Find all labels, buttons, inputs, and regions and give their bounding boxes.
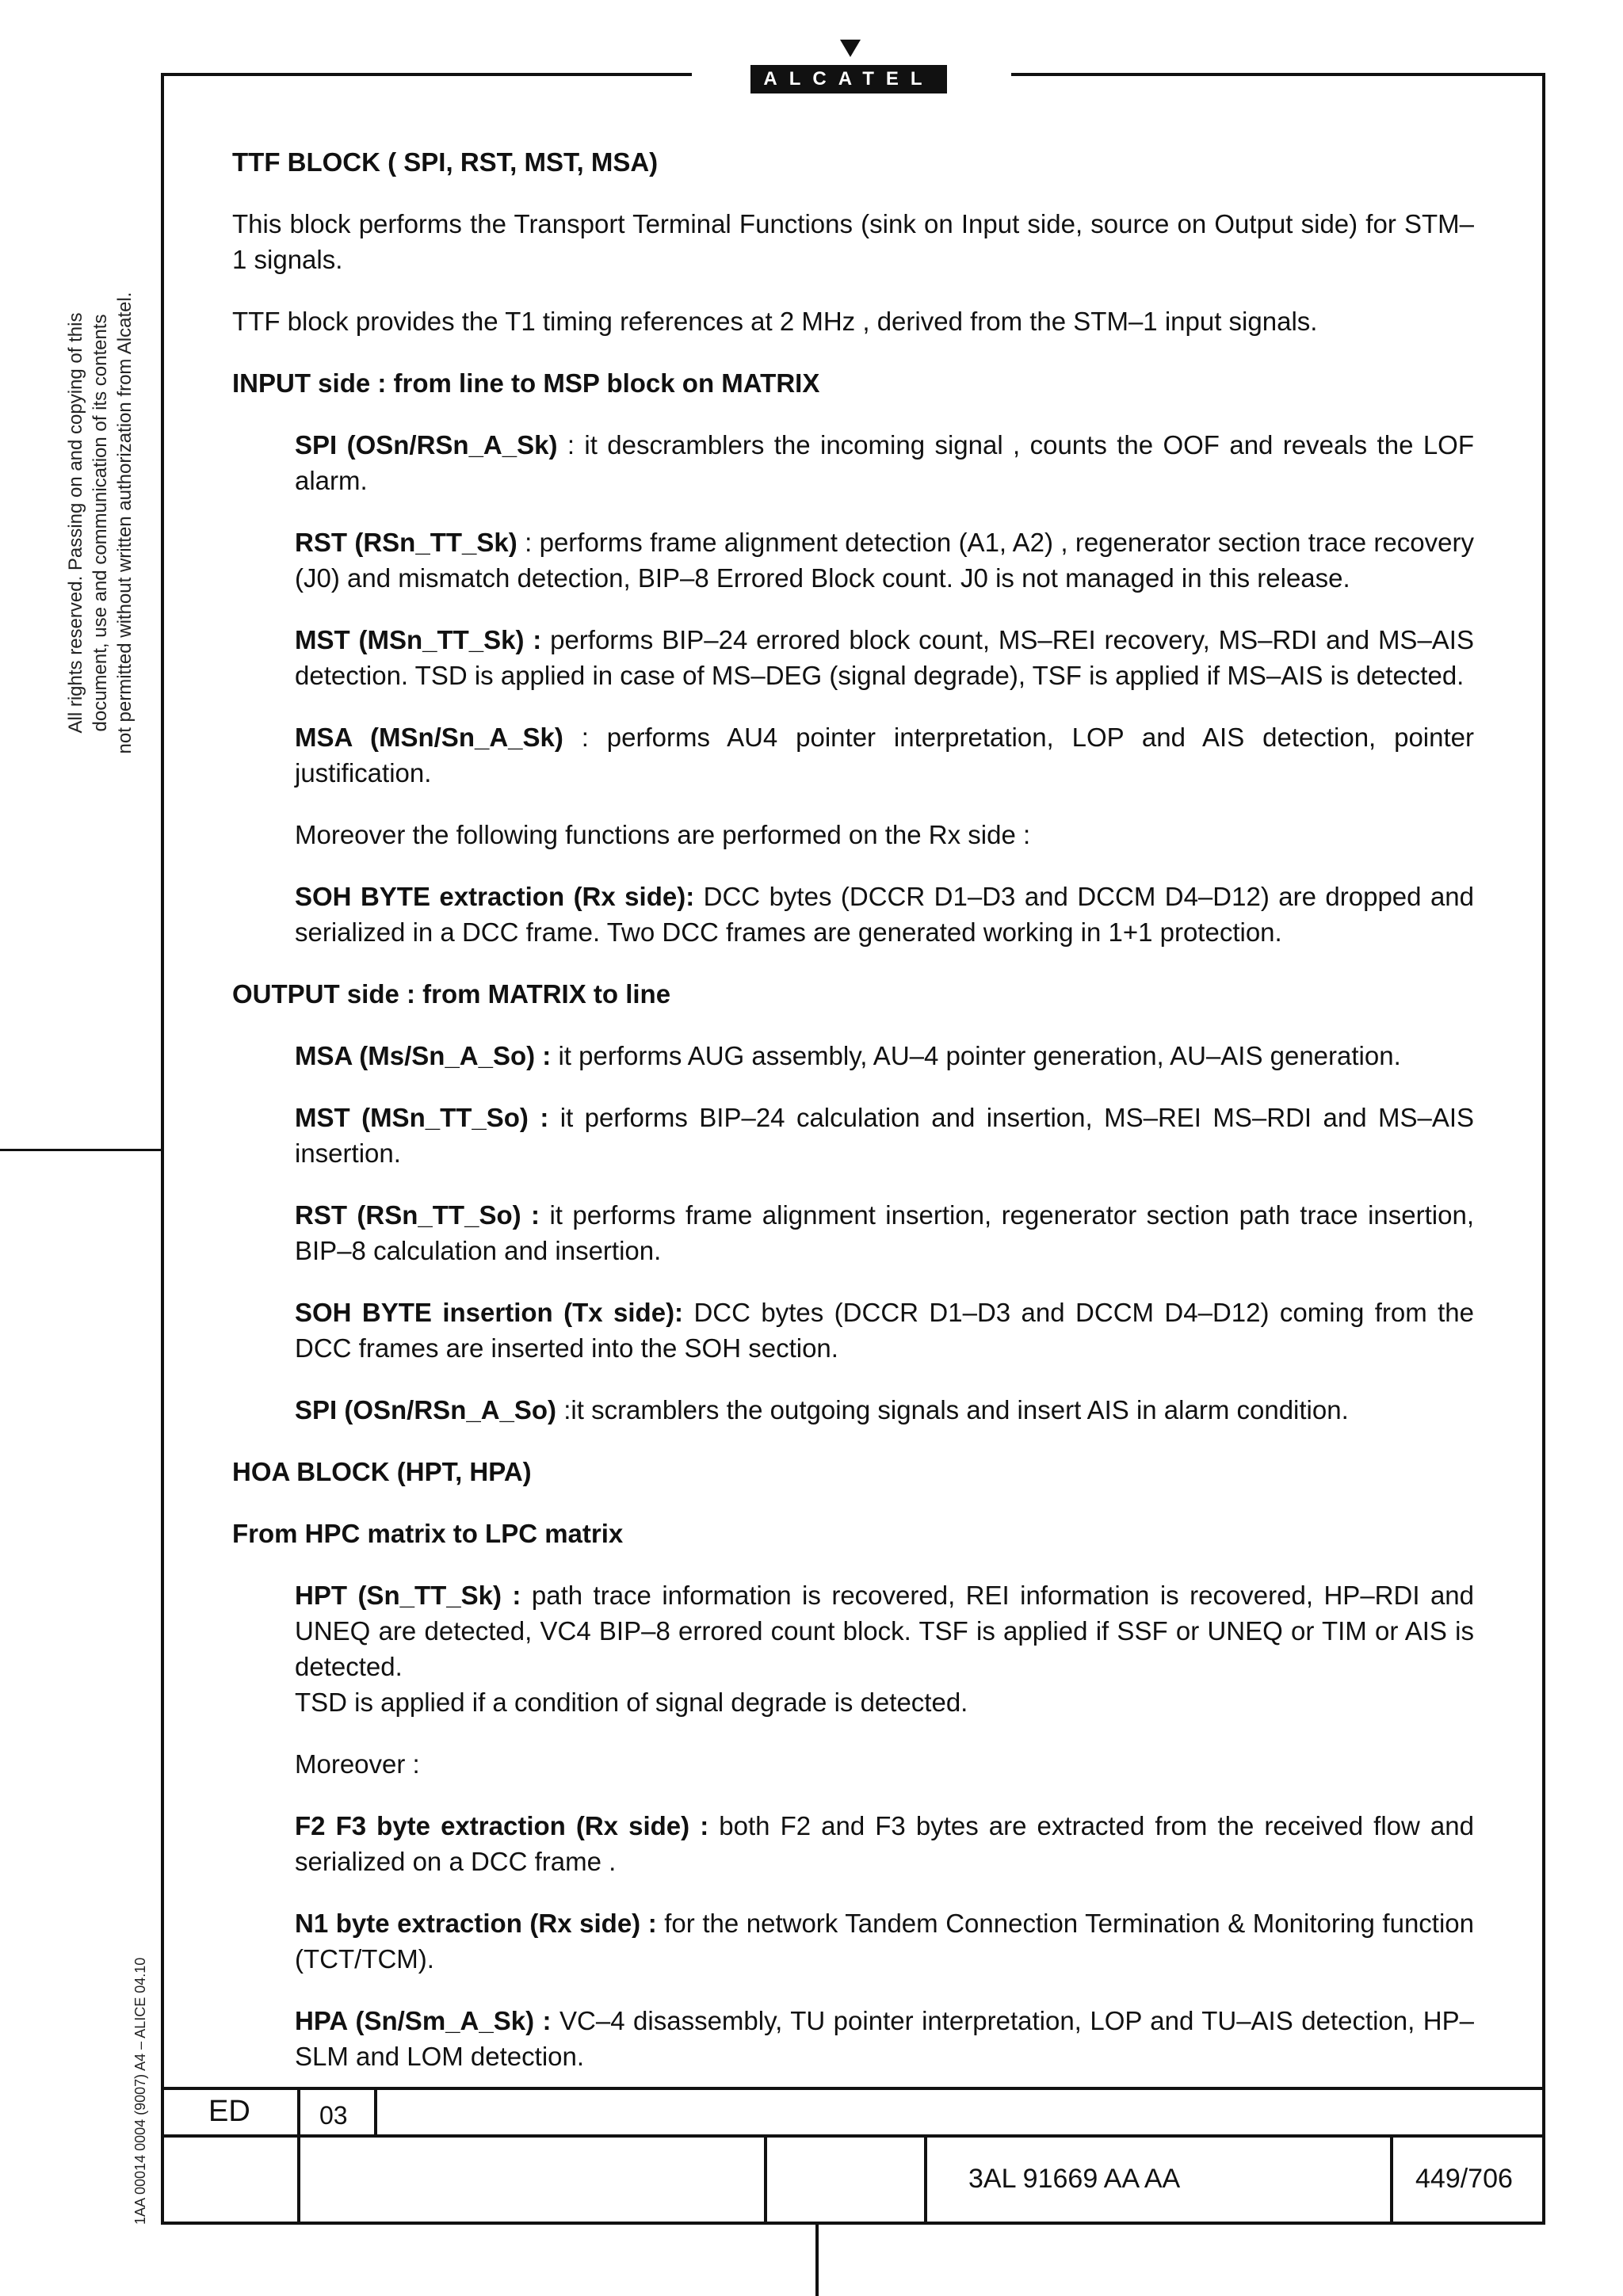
function-description: both F2 and F3 bytes are extracted from the received flow and serialized on a DCC frame . <box>295 1811 1474 1876</box>
function-item <box>232 1392 1474 1428</box>
function-label: MSA (MSn/Sn_A_Sk) <box>295 723 563 752</box>
body-paragraph: This block performs the Transport Terminal Functions (sink on Input side, source on Output side) for STM–1 signals. <box>232 209 1474 274</box>
section-heading: From HPC matrix to LPC matrix <box>232 1519 624 1548</box>
function-description: for the network Tandem Connection Termination & Monitoring function (TCT/TCM). <box>295 1909 1474 1974</box>
function-label: RST (RSn_TT_Sk) <box>295 528 517 557</box>
function-label: SPI (OSn/RSn_A_Sk) <box>295 430 558 460</box>
function-item <box>232 524 1474 596</box>
page-number: 449/706 <box>1415 2164 1513 2194</box>
function-note: TSD is applied if a condition of signal degrade is detected. <box>295 1688 968 1717</box>
function-description: :it scramblers the outgoing signals and insert AIS in alarm condition. <box>556 1395 1349 1425</box>
body-paragraph: TTF block provides the T1 timing references at 2 MHz , derived from the STM–1 input signals. <box>232 307 1318 336</box>
title-block-divider <box>764 2134 767 2223</box>
function-item <box>232 1038 1474 1074</box>
frame-top-border-left <box>161 73 692 76</box>
function-label: F2 F3 byte extraction (Rx side) : <box>295 1811 709 1840</box>
function-item <box>232 622 1474 693</box>
function-label: MST (MSn_TT_Sk) : <box>295 625 542 654</box>
title-block-divider <box>297 2087 300 2223</box>
function-description: Moreover the following functions are performed on the Rx side : <box>295 820 1031 849</box>
function-description: : performs frame alignment detection (A1, A2) , regenerator section trace recovery (J0) and mismatch detection, BIP–8 Errored Block count. J0 is not managed in this release. <box>295 528 1474 593</box>
function-description: it performs frame alignment insertion, regenerator section path trace insertion, BIP–8 calculation and insertion. <box>295 1200 1474 1265</box>
function-description: DCC bytes (DCCR D1–D3 and DCCM D4–D12) coming from the DCC frames are inserted into the SOH section. <box>295 1298 1475 1363</box>
binding-mark <box>815 2223 819 2296</box>
function-label: SOH BYTE insertion (Tx side): <box>295 1298 684 1327</box>
copyright-notice <box>63 222 137 824</box>
edition-label: ED <box>208 2095 250 2128</box>
section-heading: HOA BLOCK (HPT, HPA) <box>232 1457 532 1486</box>
function-label: SOH BYTE extraction (Rx side): <box>295 882 695 911</box>
frame-top-border-right <box>1011 73 1545 76</box>
section-heading: OUTPUT side : from MATRIX to line <box>232 979 671 1009</box>
function-item <box>232 1808 1474 1879</box>
frame-left-border <box>161 73 164 2225</box>
function-description: : performs AU4 pointer interpretation, LOP and AIS detection, pointer justification. <box>295 723 1474 788</box>
function-item <box>232 2003 1474 2074</box>
function-description: path trace information is recovered, REI information is recovered, HP–RDI and UNEQ are detected, VC4 BIP–8 errored count block. TSF is applied if SSF or UNEQ or TIM or AIS is detected. <box>295 1581 1475 1681</box>
function-item <box>232 879 1474 950</box>
section-heading: TTF BLOCK ( SPI, RST, MST, MSA) <box>232 147 659 177</box>
function-item <box>232 1100 1474 1171</box>
function-label: HPA (Sn/Sm_A_Sk) : <box>295 2006 552 2035</box>
function-description: VC–4 disassembly, TU pointer interpretation, LOP and TU–AIS detection, HP–SLM and LOM detection. <box>295 2006 1474 2071</box>
function-item <box>232 427 1474 498</box>
function-item <box>232 817 1474 852</box>
copyright-line: All rights reserved. Passing on and copying of this <box>65 312 86 734</box>
function-item <box>232 1295 1474 1366</box>
title-block-divider <box>924 2134 927 2223</box>
copyright-line: document, use and communication of its contents <box>90 314 111 732</box>
logo-arrow-icon <box>840 40 861 57</box>
function-label: SPI (OSn/RSn_A_So) <box>295 1395 557 1425</box>
function-description: performs BIP–24 errored block count, MS–REI recovery, MS–RDI and MS–AIS detection. TSD is applied in case of MS–DEG (signal degrade), TSF is applied if MS–AIS is detected. <box>295 625 1474 690</box>
function-item <box>232 1577 1474 1720</box>
form-code: 1AA 00014 0004 (9007) A4 – ALICE 04.10 <box>132 1957 148 2225</box>
function-description: it performs BIP–24 calculation and insertion, MS–REI MS–RDI and MS–AIS insertion. <box>295 1103 1475 1168</box>
function-label: RST (RSn_TT_So) : <box>295 1200 540 1230</box>
title-block-top-line <box>161 2087 1545 2090</box>
document-body <box>232 144 1474 2074</box>
function-description: it performs AUG assembly, AU–4 pointer generation, AU–AIS generation. <box>551 1041 1401 1070</box>
function-item <box>232 1905 1474 1977</box>
copyright-line: not permitted without written authorization from Alcatel. <box>114 292 136 754</box>
margin-fold-mark <box>0 1149 161 1151</box>
function-description: Moreover : <box>295 1749 420 1779</box>
function-item <box>232 1746 1474 1782</box>
document-code: 3AL 91669 AA AA <box>968 2164 1181 2194</box>
function-label: HPT (Sn_TT_Sk) : <box>295 1581 521 1610</box>
function-label: MST (MSn_TT_So) : <box>295 1103 549 1132</box>
function-item <box>232 719 1474 791</box>
title-block-divider <box>1390 2134 1393 2223</box>
section-heading: INPUT side : from line to MSP block on MATRIX <box>232 368 820 398</box>
function-description: DCC bytes (DCCR D1–D3 and DCCM D4–D12) are dropped and serialized in a DCC frame. Two DCC frames are generated working in 1+1 protection. <box>295 882 1474 947</box>
function-description: : it descramblers the incoming signal , counts the OOF and reveals the LOF alarm. <box>295 430 1474 495</box>
alcatel-logo: ALCATEL <box>750 65 947 93</box>
function-label: MSA (Ms/Sn_A_So) : <box>295 1041 552 1070</box>
function-label: N1 byte extraction (Rx side) : <box>295 1909 657 1938</box>
edition-value: 03 <box>319 2101 348 2130</box>
function-item <box>232 1197 1474 1268</box>
title-block-mid-line <box>161 2134 1545 2138</box>
title-block-divider <box>374 2087 377 2136</box>
frame-right-border <box>1542 73 1545 2225</box>
frame-bottom-border <box>161 2222 1545 2225</box>
